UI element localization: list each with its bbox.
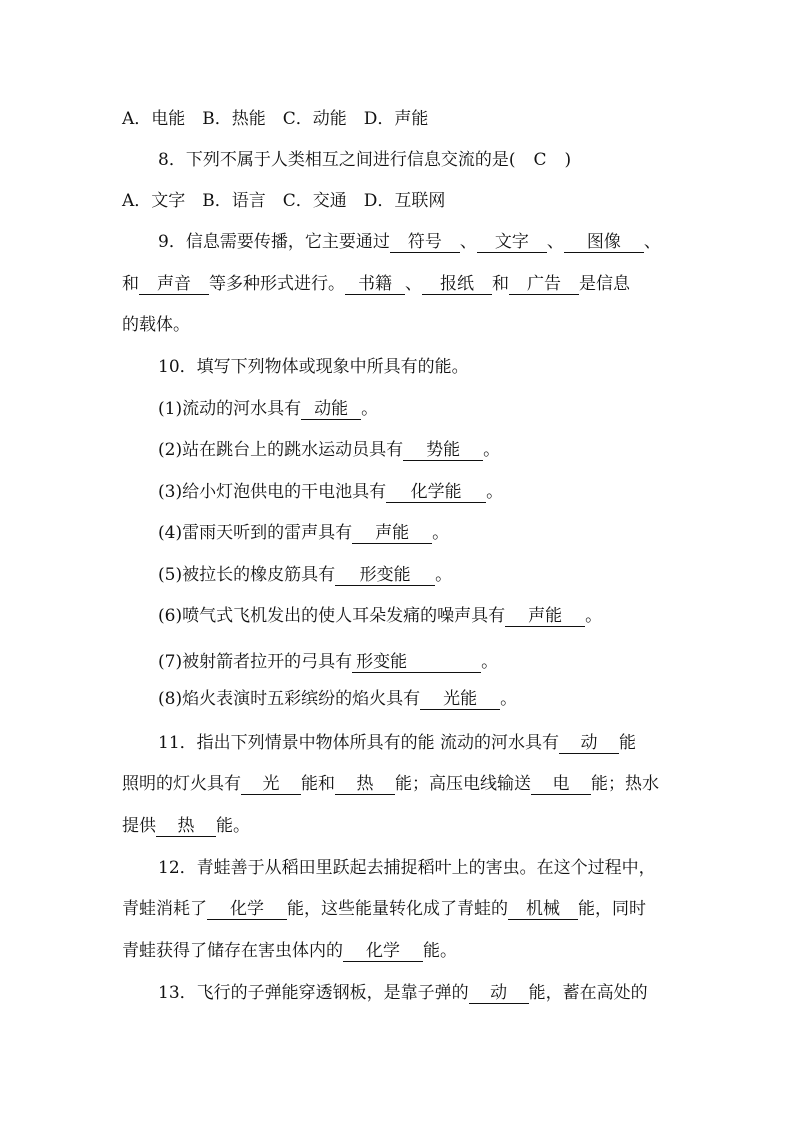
- q13-line-1: 13．飞行的子弹能穿透钢板，是靠子弹的 动 能，蓄在高处的: [158, 983, 648, 1003]
- q10-item: (5)被拉长的橡皮筋具有 形变能 。: [158, 565, 453, 585]
- q12-line-1: 12．青蛙善于从稻田里跃起去捕捉稻叶上的害虫。在这个过程中，: [158, 858, 656, 878]
- q10-item: (8)焰火表演时五彩缤纷的焰火具有 光能 。: [158, 689, 518, 709]
- q8-options: A．文字 B．语言 C．交通 D．互联网: [122, 191, 446, 211]
- blank-answer: 化学: [343, 941, 423, 962]
- q8-line: 8．下列不属于人类相互之间进行信息交流的是( C ): [158, 150, 572, 170]
- blank-answer: 文字: [477, 232, 547, 253]
- blank-answer: 图像: [564, 232, 644, 253]
- blank-answer: 形变能: [352, 652, 481, 673]
- q11-line-1: 11．指出下列情景中物体所具有的能 流动的河水具有 动 能: [158, 733, 637, 753]
- q11-line-2: 照明的灯火具有 光 能和 热 能；高压电线输送 电 能；热水: [122, 774, 659, 794]
- blank-answer: 热: [335, 774, 395, 795]
- q12-line-3: 青蛙获得了储存在害虫体内的 化学 能。: [122, 941, 457, 961]
- blank-answer: 动: [469, 983, 529, 1004]
- q10-item: (1)流动的河水具有 动能 。: [158, 399, 379, 419]
- q10-title: 10．填写下列物体或现象中所具有的能。: [158, 357, 469, 377]
- q10-item: (6)喷气式飞机发出的使人耳朵发痛的噪声具有 声能 。: [158, 606, 603, 626]
- q7-options: A．电能 B．热能 C．动能 D．声能: [122, 109, 429, 129]
- q10-item: (7)被射箭者拉开的弓具有 形变能 。: [158, 652, 499, 672]
- blank-answer: 电: [531, 774, 591, 795]
- q10-item: (3)给小灯泡供电的干电池具有 化学能 。: [158, 482, 504, 502]
- blank-answer: 声能: [352, 523, 432, 544]
- blank-answer: 报纸: [422, 274, 492, 295]
- q9-line-2: 和 声音 等多种形式进行。 书籍 、 报纸 和 广告 是信息: [122, 274, 630, 294]
- blank-answer: 动能: [301, 399, 361, 420]
- blank-answer: 动: [559, 733, 619, 754]
- q12-line-2: 青蛙消耗了 化学 能，这些能量转化成了青蛙的 机械 能，同时: [122, 899, 646, 919]
- blank-answer: 化学能: [386, 482, 486, 503]
- q9-line-1: 9．信息需要传播，它主要通过 符号 、 文字 、 图像 、: [158, 232, 661, 252]
- blank-answer: 机械: [508, 899, 578, 920]
- blank-answer: 符号: [390, 232, 460, 253]
- blank-answer: 广告: [509, 274, 579, 295]
- blank-answer: 热: [156, 816, 216, 837]
- q8-text: 8．下列不属于人类相互之间进行信息交流的是(: [158, 150, 516, 170]
- blank-answer: 声能: [505, 606, 585, 627]
- q11-line-3: 提供 热 能。: [122, 816, 250, 836]
- blank-answer: 光能: [420, 689, 500, 710]
- blank-answer: 形变能: [335, 565, 435, 586]
- blank-answer: 化学: [207, 899, 287, 920]
- blank-answer: 光: [241, 774, 301, 795]
- q9-line-3: 的载体。: [122, 315, 190, 335]
- q10-item: (4)雷雨天听到的雷声具有 声能 。: [158, 523, 450, 543]
- blank-answer: 势能: [403, 440, 483, 461]
- blank-answer: 声音: [139, 274, 209, 295]
- q10-item: (2)站在跳台上的跳水运动员具有 势能 。: [158, 440, 501, 460]
- q8-answer: C: [533, 150, 547, 170]
- blank-answer: 书籍: [345, 274, 405, 295]
